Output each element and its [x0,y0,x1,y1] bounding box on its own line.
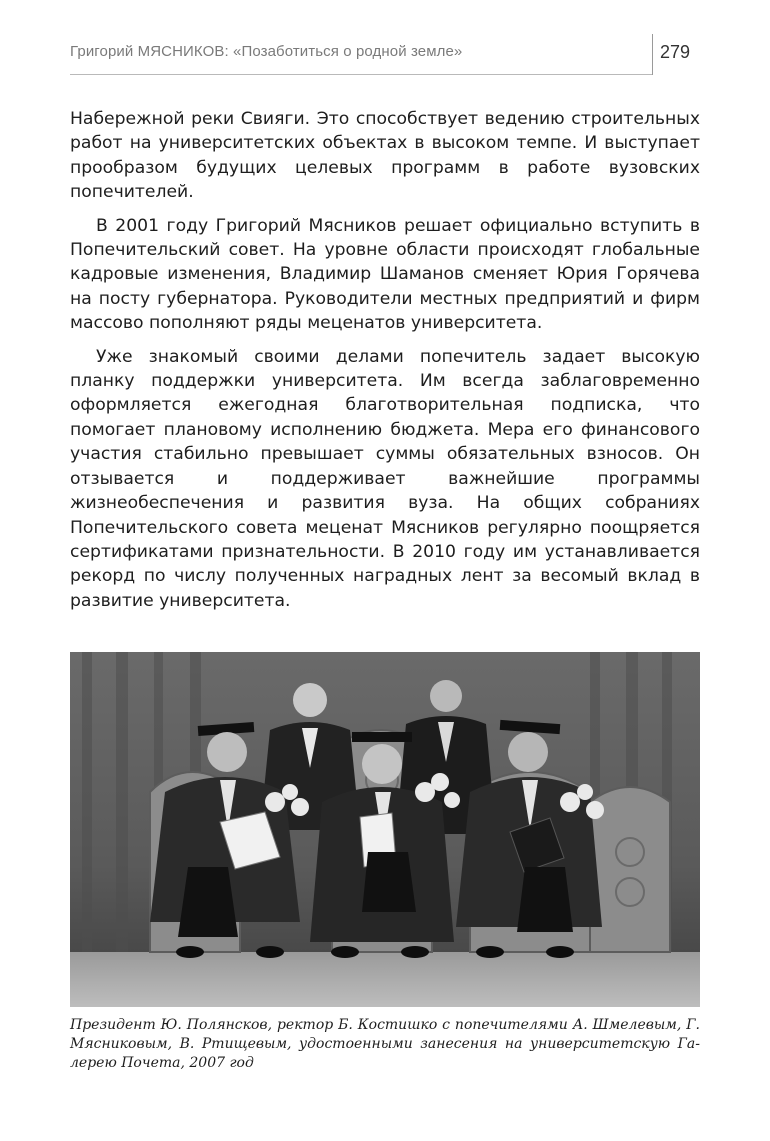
paragraph-3: Уже знакомый своими делами попечитель задает высокую планку поддержки университета. Им всегда заблаговременно оформляется ежегодная благотворительная подписка, что помогает плановому исполнению бюджета. Мера его финансового участия стабильно превышает суммы обязательных взносов. Он отзывается и поддерживает важнейшие программы жизнеобеспечения и развития вуза. На общих собраниях Попечительского совета меценат Мясников регулярно поощряется сертификатами признательности. В 2010 году им устанавливается рекорд по числу полученных наградных лент за весомый вклад в развитие университета. [70,346,700,611]
paragraph-2: В 2001 году Григорий Мясников решает официально вступить в Попечительский совет. На уровне области происходят глобальные кадровые изменения, Владимир Шаманов сменяет Юрия Горячева на посту губернатора. Руководители местных предприятий и фирм массово пополняют ряды мецeнатов университета. [70,215,700,334]
page-number: 279 [660,42,691,62]
figure-caption: Президент Ю. Полянсков, ректор Б. Костишко с попечителями А. Шмелевым, Г. Мясниковым, В. Ртищевым, удостоенными занесения на университетскую Галерею Почета, 2007 год [70,1017,700,1072]
group-photo [70,652,700,1007]
header-divider [652,34,653,75]
body-text [70,107,700,622]
running-title: Григорий МЯСНИКОВ: «Позаботиться о родной земле» [70,43,463,60]
header-rule [70,74,652,75]
paragraph-1: Набережной реки Свияги. Это способствует ведению строительных работ на университетских объектах в высоком темпе. И выступает прообразом будущих целевых программ в работе вузовских попечителей. [70,109,700,203]
running-header [70,30,700,76]
